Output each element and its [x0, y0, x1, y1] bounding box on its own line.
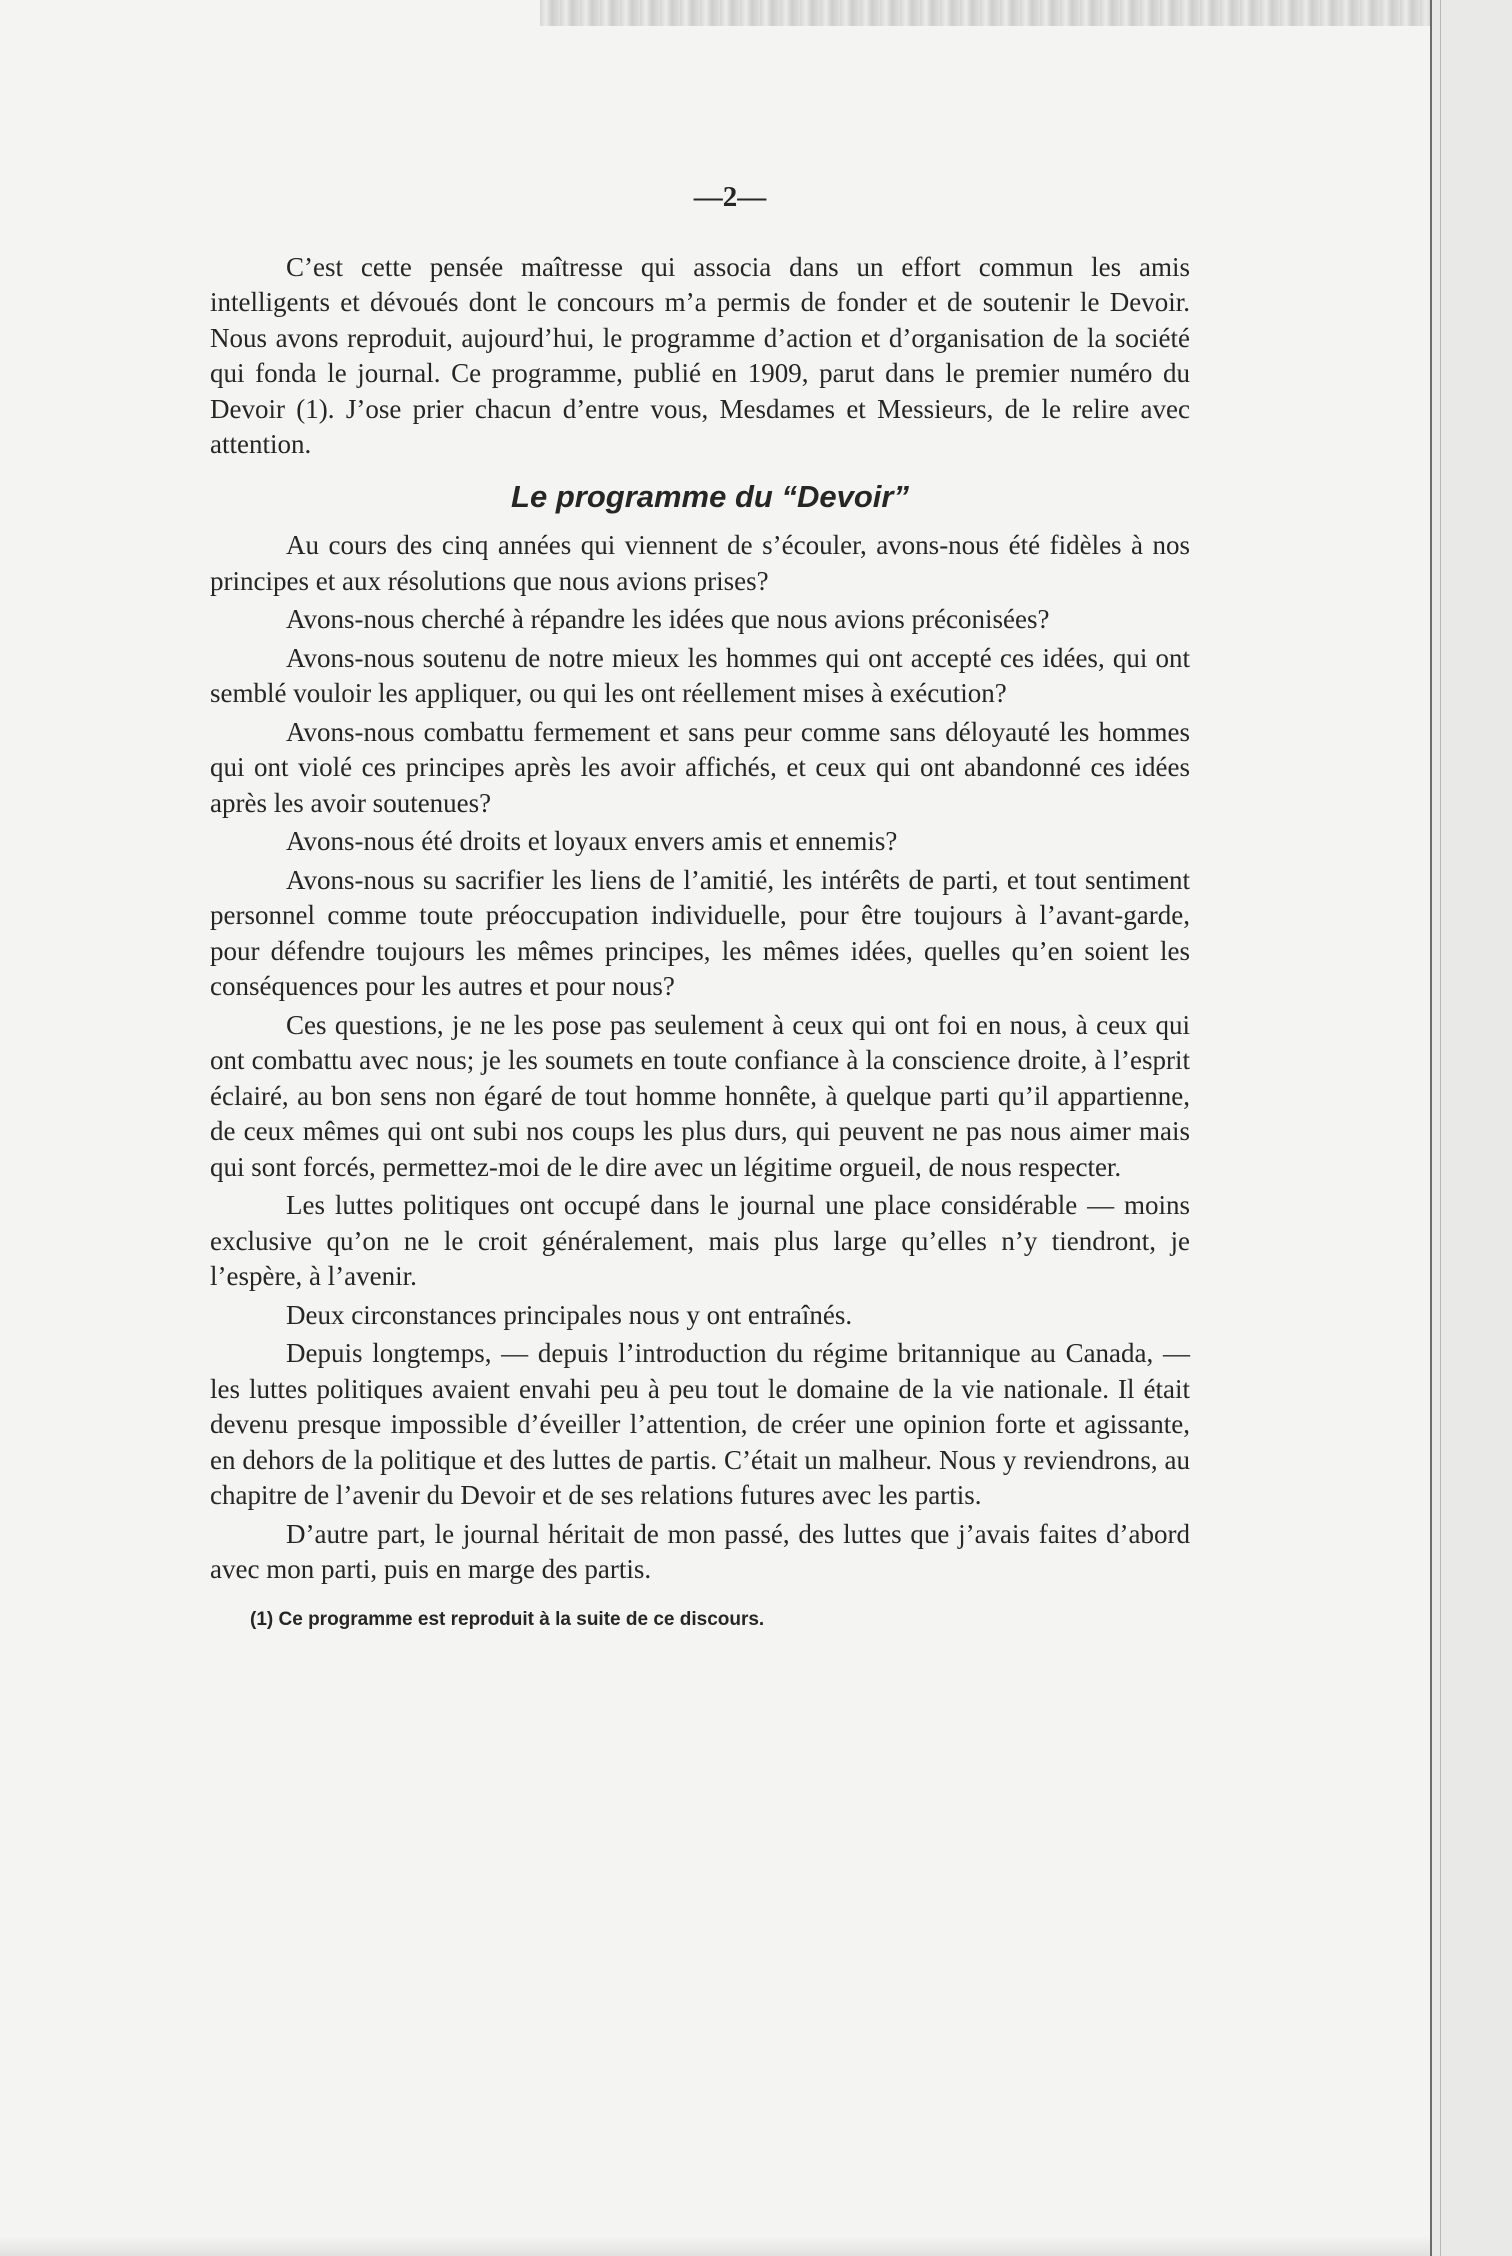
intro-paragraph: C’est cette pensée maîtresse qui associa dans un effort commun les amis intelligents et dévoués dont le concours m’a permis de fonder et de soutenir le Devoir. Nous avons reproduit, aujourd’hui, le programme d’action et d’organisation de la société qui fonda le journal. Ce programme, publié en 1909, parut dans le premier numéro du Devoir (1). J’ose prier chacun d’entre vous, Mesdames et Messieurs, de le relire avec attention. — [210, 251, 1190, 459]
paragraph-2: Avons-nous cherché à répandre les idées que nous avions préconisées? — [286, 604, 1050, 634]
section-title: Le programme du “Devoir” — [511, 478, 909, 514]
paragraph-9: Deux circonstances principales nous y ont entraînés. — [286, 1299, 853, 1330]
paragraph-7: Ces questions, je ne les pose pas seulement à ceux qui ont foi en nous, à ceux qui ont combattu avec nous; je les soumets en toute confiance à la conscience droite, à l’esprit éclairé, au bon sens non égaré de tout homme honnête, à quelque parti qu’il appartienne, de ceux mêmes qui ont subi nos coups les plus durs, qui peuvent ne pas nous aimer mais qui sont forcés, permettez-moi de le dire avec un légitime orgueil, de nous respecter. — [210, 1009, 1190, 1182]
paragraph-11: D’autre part, le journal héritait de mon passé, des luttes que j’avais faites d’abord avec mon parti, puis en marge des partis. — [210, 1518, 1190, 1584]
paragraph-4: Avons-nous combattu fermement et sans peur comme sans déloyauté les hommes qui ont violé ces principes après les avoir affichés, et ceux qui ont abandonné ces idées après les avoir soutenues? — [210, 716, 1190, 818]
paragraph-1: Au cours des cinq années qui viennent de s’écouler, avons-nous été fidèles à nos principes et aux résolutions que nous avions prises? — [210, 530, 1190, 596]
paragraph-10: Depuis longtemps, — depuis l’introduction du régime britannique au Canada, — les luttes politiques avaient envahi peu à peu tout le domaine de la vie nationale. Il était devenu presque impossible d’éveiller l’attention, de créer une opinion forte et agissante, en dehors de la politique et des luttes de partis. C’était un malheur. Nous y reviendrons, au chapitre de l’avenir du Devoir et de ses relations futures avec les partis. — [210, 1338, 1190, 1510]
paragraph-8: Les luttes politiques ont occupé dans le journal une place considérable — moins exclusive qu’on ne le croit généralement, mais plus large qu’elles n’y tiendront, je l’espère, à l’avenir. — [210, 1190, 1190, 1291]
document-body — [210, 180, 1190, 1637]
page-bottom-shade — [0, 2236, 1430, 2256]
page-top-edge — [540, 0, 1512, 26]
page-binding-fold — [1430, 0, 1512, 2256]
paragraph-6: Avons-nous su sacrifier les liens de l’amitié, les intérêts de parti, et tout sentiment personnel comme toute préoccupation individuelle, pour être toujours à l’avant-garde, pour défendre toujours les mêmes principes, les mêmes idées, quelles qu’en soient les conséquences pour les autres et pour nous? — [210, 864, 1190, 1001]
paragraph-3: Avons-nous soutenu de notre mieux les hommes qui ont accepté ces idées, qui ont semblé vouloir les appliquer, ou qui les ont réellement mises à exécution? — [210, 642, 1190, 708]
paragraph-5: Avons-nous été droits et loyaux envers amis et ennemis? — [286, 826, 898, 856]
page-number: —2— — [693, 181, 767, 213]
footnote: (1) Ce programme est reproduit à la suite de ce discours. — [250, 1608, 765, 1630]
